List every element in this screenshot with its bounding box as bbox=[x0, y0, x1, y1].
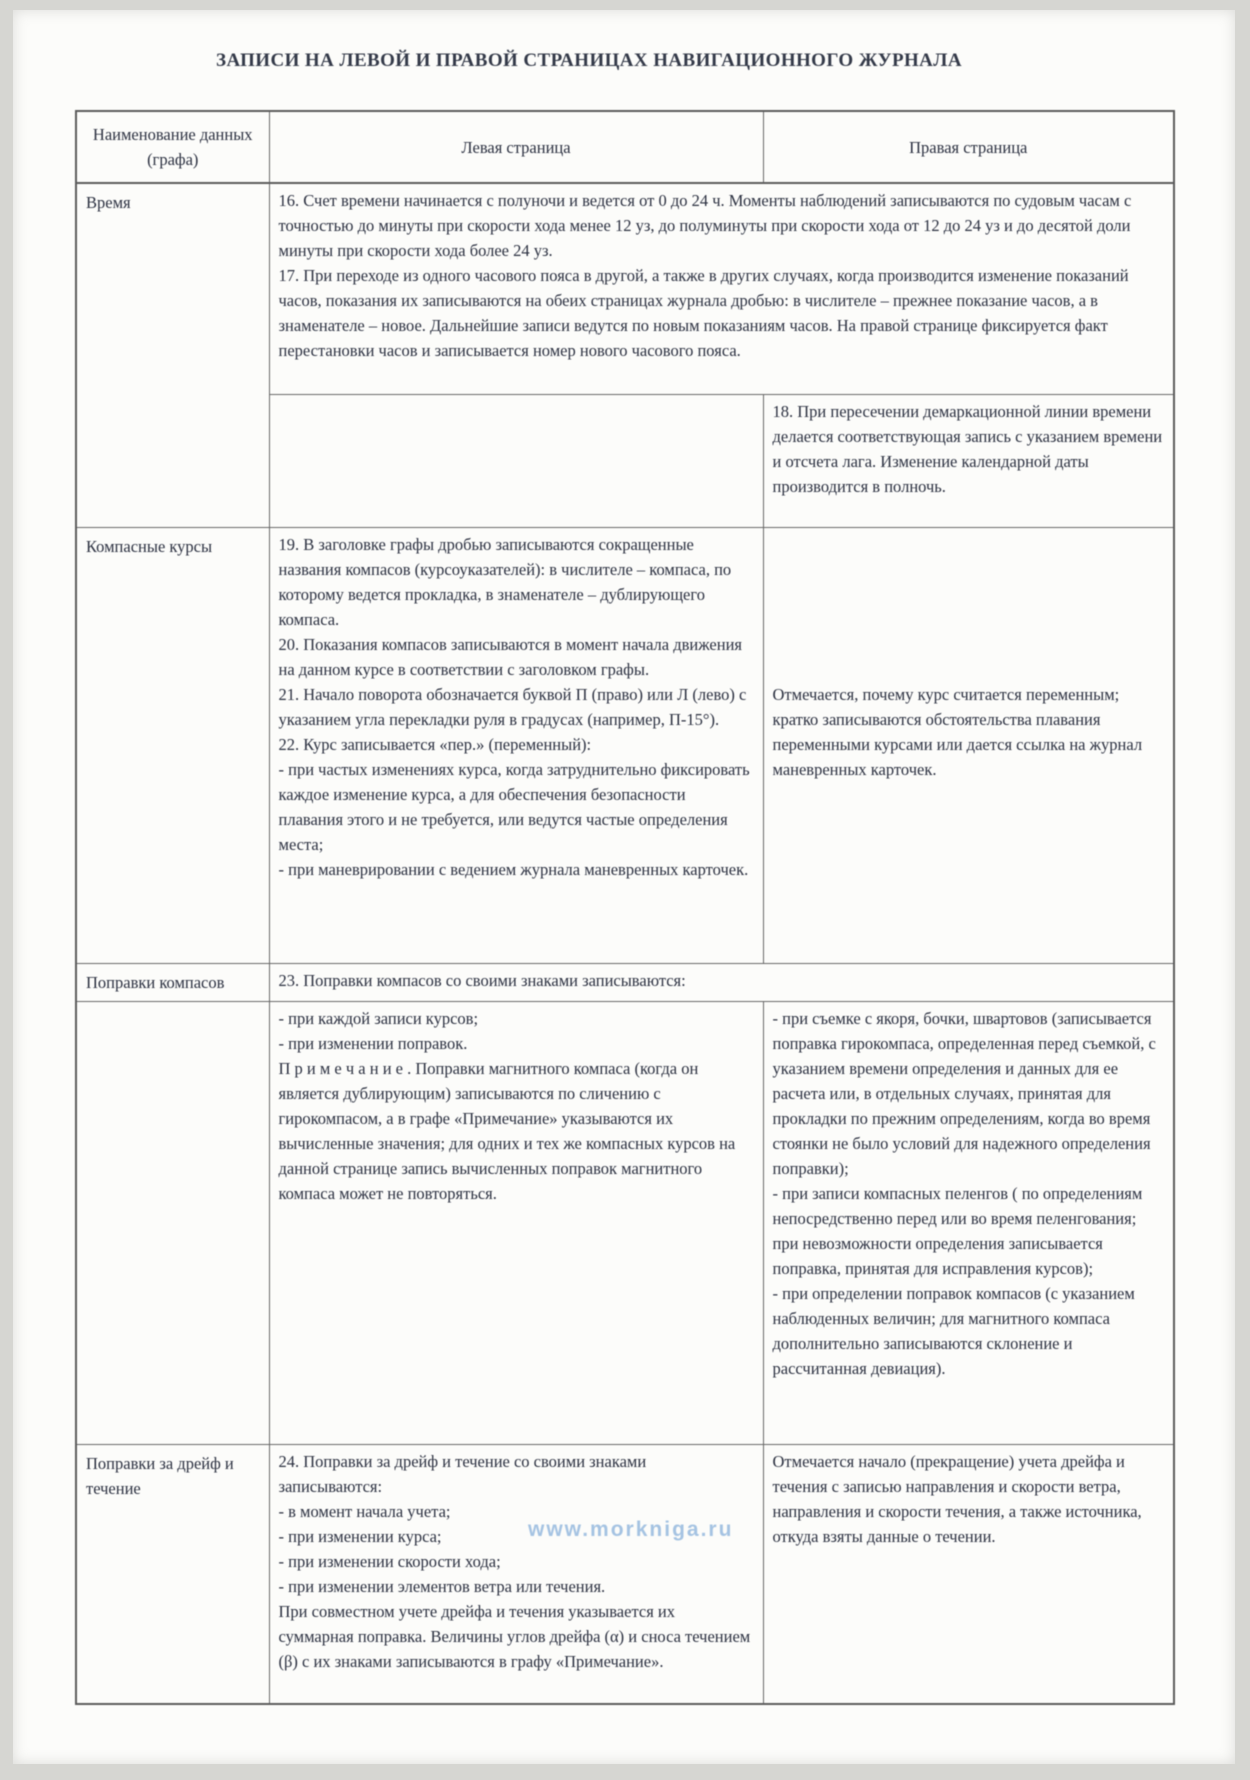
cell-compass-corrections-right bbox=[763, 1002, 1174, 1445]
row-label-compass-courses: Компасные курсы bbox=[76, 528, 269, 964]
cell-compass-corrections-intro bbox=[269, 964, 1174, 1002]
paragraph-24-item-3: - при изменении скорости хода; bbox=[278, 1552, 501, 1571]
cell-drift-current-right bbox=[763, 1445, 1174, 1705]
paragraph-23-right-item-1: - при съемке с якоря, бочки, швартовов (записывается поправка гирокомпаса, определенная перед съемкой, с указанием времени определения и данных для ее расчета или, в отдельных случаях, принятая для прокладки по прежним определениям, когда во время стоянки не было условий для надежного определения поправки); bbox=[772, 1009, 1156, 1178]
row-label-compass-corrections: Поправки компасов bbox=[76, 964, 269, 1002]
paragraph-24-item-4: - при изменении элементов ветра или течения. bbox=[278, 1577, 606, 1596]
row-label-time: Время bbox=[76, 183, 269, 528]
header-data-name: Наименование данных (графа) bbox=[76, 111, 269, 183]
row-label-drift-current: Поправки за дрейф и течение bbox=[76, 1445, 269, 1705]
cell-time-left-empty bbox=[269, 395, 763, 528]
paragraph-24-summary: При совместном учете дрейфа и течения указывается их суммарная поправка. Величины углов дрейфа (α) и сноса течением (β) с их знаками записываются в графу «Примечание». bbox=[278, 1602, 751, 1671]
paragraph-17: 17. При переходе из одного часового пояса в другой, а также в других случаях, когда производится изменение показаний часов, показания их записываются на обеих страницах журнала дробью: в числителе – прежнее показание часов, а в знаменателе – новое. Дальнейшие записи ведутся по новым показаниям часов. На правой странице фиксируется факт перестановки часов и записывается номер нового часового пояса. bbox=[278, 266, 1129, 360]
cell-time-item-18 bbox=[763, 395, 1174, 528]
cell-compass-corrections-label-empty bbox=[76, 1002, 269, 1445]
paragraph-drift-right-note: Отмечается начало (прекращение) учета дрейфа и течения с записью направления и скорости ветра, направления и скорости течения, а также источника, откуда взяты данные о течении. bbox=[772, 1452, 1142, 1546]
paragraph-20: 20. Показания компасов записываются в момент начала движения на данном курсе в соответствии с заголовком графы. bbox=[278, 635, 743, 679]
table-header-row bbox=[76, 111, 1174, 183]
cell-drift-current-left bbox=[269, 1445, 763, 1705]
document-page bbox=[13, 10, 1235, 1764]
paragraph-24-item-1: - в момент начала учета; bbox=[278, 1502, 451, 1521]
paragraph-23-right-item-3: - при определении поправок компасов (с указанием наблюденных величин; для магнитного компаса дополнительно записываются склонение и рассчитанная девиация). bbox=[772, 1284, 1135, 1378]
journal-records-table bbox=[75, 110, 1175, 1705]
paragraph-23-item-1: - при каждой записи курсов; bbox=[278, 1009, 479, 1028]
paragraph-22-item-1: - при частых изменениях курса, когда затруднительно фиксировать каждое изменение курса, а для обеспечения безопасности плавания этого и не требуется, или ведутся частые определения места; bbox=[278, 760, 750, 854]
row-compass-corrections-details bbox=[76, 1002, 1174, 1445]
cell-compass-corrections-left bbox=[269, 1002, 763, 1445]
paragraph-21: 21. Начало поворота обозначается буквой П (право) или Л (лево) с указанием угла перекладки руля в градусах (например, П-15°). bbox=[278, 685, 747, 729]
row-compass-corrections-intro bbox=[76, 964, 1174, 1002]
paragraph-18: 18. При пересечении демаркационной линии времени делается соответствующая запись с указанием времени и отсчета лага. Изменение календарной даты производится в полночь. bbox=[772, 402, 1163, 496]
paragraph-24-item-2: - при изменении курса; bbox=[278, 1527, 442, 1546]
paragraph-16: 16. Счет времени начинается с полуночи и ведется от 0 до 24 ч. Моменты наблюдений записываются по судовым часам с точностью до минуты при скорости хода менее 12 уз, до полуминуты при скорости хода от 12 до 24 уз и до десятой доли минуты при скорости хода более 24 уз. bbox=[278, 191, 1132, 260]
row-time-main bbox=[76, 183, 1174, 395]
paragraph-24: 24. Поправки за дрейф и течение со своими знаками записываются: bbox=[278, 1452, 647, 1496]
paragraph-23-item-2: - при изменении поправок. bbox=[278, 1034, 468, 1053]
header-right-page: Правая страница bbox=[763, 111, 1174, 183]
paragraph-22-item-2: - при маневрировании с ведением журнала маневренных карточек. bbox=[278, 860, 749, 879]
cell-time-items-16-17 bbox=[269, 183, 1174, 395]
row-compass-courses bbox=[76, 528, 1174, 964]
paragraph-22: 22. Курс записывается «пер.» (переменный): bbox=[278, 735, 592, 754]
header-left-page: Левая страница bbox=[269, 111, 763, 183]
paragraph-23-right-item-2: - при записи компасных пеленгов ( по определениям непосредственно перед или во время пеленгования; при невозможности определения записывается поправка, принятая для исправления курсов); bbox=[772, 1184, 1143, 1278]
paragraph-23: 23. Поправки компасов со своими знаками записываются: bbox=[278, 971, 686, 990]
morkniga-watermark: www.morkniga.ru bbox=[528, 1518, 734, 1541]
paragraph-23-note: П р и м е ч а н и е . Поправки магнитного компаса (когда он является дублирующим) записываются по сличению с гирокомпасом, а в графе «Примечание» указываются их вычисленные значения; для одних и тех же компасных курсов на данной странице запись вычисленных поправок магнитного компаса может не повторяться. bbox=[278, 1059, 736, 1203]
paragraph-compass-courses-note: Отмечается, почему курс считается переменным; кратко записываются обстоятельства плавания переменными курсами или дается ссылка на журнал маневренных карточек. bbox=[772, 685, 1143, 779]
cell-compass-courses-left bbox=[269, 528, 763, 964]
page-title: ЗАПИСИ НА ЛЕВОЙ И ПРАВОЙ СТРАНИЦАХ НАВИГАЦИОННОГО ЖУРНАЛА bbox=[216, 50, 962, 71]
cell-compass-courses-right bbox=[763, 528, 1174, 964]
row-drift-current bbox=[76, 1445, 1174, 1705]
paragraph-19: 19. В заголовке графы дробью записываются сокращенные названия компасов (курсоуказателей): в числителе – компаса, по которому ведется прокладка, в знаменателе – дублирующего компаса. bbox=[278, 535, 732, 629]
page-content bbox=[13, 10, 1235, 1764]
